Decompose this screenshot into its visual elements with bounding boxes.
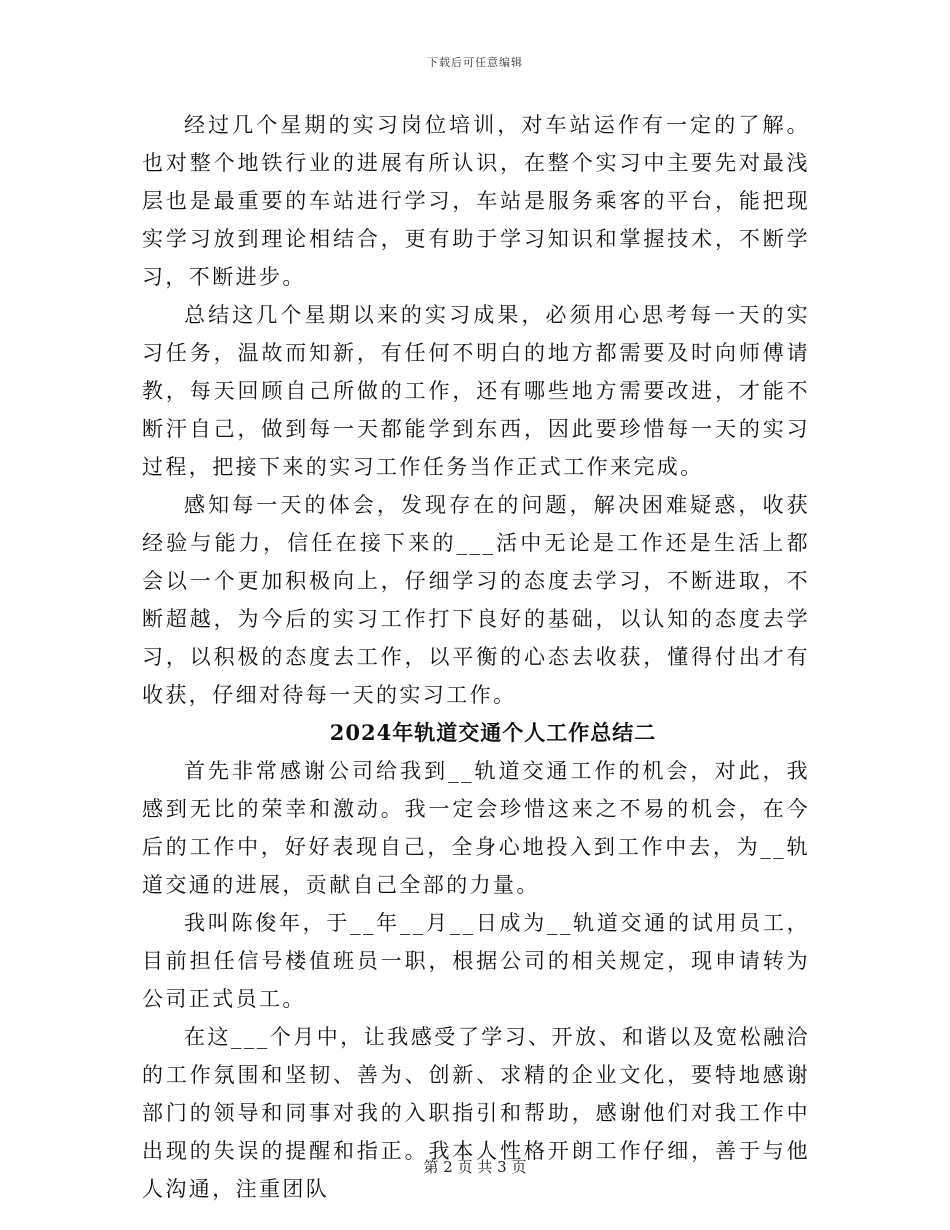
page-header: 下载后可任意编辑 — [427, 56, 523, 69]
paragraph: 经过几个星期的实习岗位培训，对车站运作有一定的了解。也对整个地铁行业的进展有所认识，在整个实习中主要先对最浅层也是最重要的车站进行学习，车站是服务乘客的平台，能把现实学习放到理论相结合，更有助于学习知识和掌握技术，不断学习，不断进步。 — [142, 113, 810, 289]
document-body — [142, 106, 810, 1208]
paragraph: 我叫陈俊年，于__年__月__日成为__轨道交通的试用员工，目前担任信号楼值班员一职，根据公司的相关规定，现申请转为公司正式员工。 — [142, 911, 810, 1011]
paragraph: 首先非常感谢公司给我到__轨道交通工作的机会，对此，我感到无比的荣幸和激动。我一定会珍惜这来之不易的机会，在今后的工作中，好好表现自己，全身心地投入到工作中去，为__轨道交通的进展，贡献自己全部的力量。 — [142, 759, 810, 897]
paragraph: 总结这几个星期以来的实习成果，必须用心思考每一天的实习任务，温故而知新，有任何不明白的地方都需要及时向师傅请教，每天回顾自己所做的工作，还有哪些地方需要改进，才能不断汗自己，做到每一天都能学到东西，因此要珍惜每一天的实习过程，把接下来的实习工作任务当作正式工作来完成。 — [142, 303, 810, 479]
paragraph: 在这___个月中，让我感受了学习、开放、和谐以及宽松融洽的工作氛围和坚韧、善为、创新、求精的企业文化，要特地感谢部门的领导和同事对我的入职指引和帮助，感谢他们对我工作中出现的失误的提醒和指正。我本人性格开朗工作仔细，善于与他人沟通，注重团队 — [142, 1025, 810, 1201]
page-footer: 第 2 页 共 3 页 — [423, 1158, 527, 1176]
section-title: 2024年轨道交通个人工作总结二 — [329, 720, 657, 745]
paragraph: 感知每一天的体会，发现存在的问题，解决困难疑惑，收获经验与能力，信任在接下来的___活中无论是工作还是生活上都会以一个更加积极向上，仔细学习的态度去学习，不断进取，不断超越，为今后的实习工作打下良好的基础，以认知的态度去学习，以积极的态度去工作，以平衡的心态去收获，懂得付出才有收获，仔细对待每一天的实习工作。 — [142, 493, 810, 707]
